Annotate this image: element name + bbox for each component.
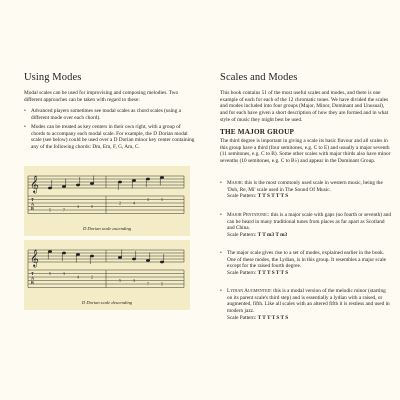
bullet-dot-icon: • xyxy=(24,124,26,130)
music-figure-descending xyxy=(24,240,190,310)
figure-caption-descending: D Dorian scale descending xyxy=(81,300,133,305)
svg-text:7: 7 xyxy=(63,207,65,213)
scale-item-lydian xyxy=(220,250,392,277)
svg-text:2: 2 xyxy=(119,200,121,206)
svg-text:5: 5 xyxy=(161,281,163,287)
svg-text:5: 5 xyxy=(161,197,163,202)
scale-pattern: T T m3 T m3 xyxy=(257,232,288,239)
treble-clef-icon: 𝄞 xyxy=(30,177,39,193)
bullet-dot-icon: • xyxy=(220,288,222,294)
bullet-dot-icon: • xyxy=(24,108,26,114)
svg-text:5: 5 xyxy=(91,204,93,209)
bullet-dot-icon: • xyxy=(220,180,222,186)
svg-text:A: A xyxy=(31,201,35,207)
scale-description: this is the most commonly used scale in western music, being the 'Doh, Re, Mi' scale used in The Sound Of Music. xyxy=(227,180,383,193)
scale-pattern: T T T T S T S xyxy=(257,314,289,321)
scale-name: Major xyxy=(227,180,242,186)
left-bullet-1-text: Advanced players sometimes see modal scales as chord scales (using a different mode over each chord). xyxy=(31,108,182,121)
scale-description: The major scale gives rise to a set of modes, explained earlier in the book. One of these modes, the Lydian, is in this group. It resembles a major scale except for the raised fourth degree. xyxy=(227,250,387,270)
scale-name: Lydian Augmented xyxy=(227,288,271,294)
scale-pattern: T T S T T T S xyxy=(257,193,289,200)
svg-text:A: A xyxy=(31,275,35,281)
svg-text:4: 4 xyxy=(133,200,135,206)
left-bullet-1 xyxy=(24,108,196,121)
treble-clef-icon: 𝄞 xyxy=(30,251,39,267)
scale-item-lydian-augmented: • Lydian Augmented: this is a modal version of the melodic minor (starting on its parent scale's third step) and is essentially a lydian with a raised, or augmented, fifth. Like all scales with an altered fifth it is restless and used in modern jazz. Scale Pattern: T T T T S T S xyxy=(220,288,390,321)
svg-text:B: B xyxy=(31,280,34,285)
svg-text:5: 5 xyxy=(119,278,121,283)
scale-description: this is a major scale with gaps (no fourth or seventh) and can be heard in many traditional tunes from places as far apart as Scotland and China. xyxy=(227,212,392,232)
scale-item-major: • Major: this is the most commonly used scale in western music, being the 'Doh, Re, Mi' scale used in The Sound Of Music. Scale Pattern: T T S T T T S xyxy=(220,180,383,200)
right-intro: The third degree is important in giving a scale its basic flavour and all scales in this group have a third (four semitones, e.g. C to E) and usually a major seventh (11 semitones, e.g. C to B). Some other scales with major thirds also have minor sevenths (10 semitones, e.g. C to B♭) and appear in the Dominant Group. xyxy=(220,138,391,165)
svg-text:7: 7 xyxy=(147,281,149,287)
bullet-dot-icon: • xyxy=(220,250,222,256)
notation-ascending xyxy=(24,166,190,224)
svg-text:3: 3 xyxy=(63,271,65,276)
left-bullet-2 xyxy=(24,124,196,151)
svg-text:3: 3 xyxy=(147,197,149,202)
svg-text:B: B xyxy=(31,206,34,211)
bullet-dot-icon: • xyxy=(220,212,222,218)
svg-text:4: 4 xyxy=(77,274,79,280)
svg-text:5: 5 xyxy=(49,271,51,276)
notation-descending xyxy=(24,240,190,298)
left-heading: Using Modes xyxy=(24,72,82,83)
left-intro: Modal scales can be used for improvising and composing melodies. Two different approaches can be taken with regard to these: xyxy=(24,90,179,103)
scale-pattern-label: Scale Pattern: xyxy=(227,232,257,239)
svg-text:3: 3 xyxy=(77,204,79,209)
scale-name: Major Pentatonic xyxy=(227,212,269,218)
major-group-subheading: THE MAJOR GROUP xyxy=(220,128,295,136)
scale-description: this is a modal version of the melodic minor (starting on its parent scale's third step) and is essentially a lydian with a raised, or augmented, fifth. Like all scales with an altered fifth it is restless and used in modern jazz. xyxy=(227,288,390,315)
left-bullet-2-text: Modes can be treated as key centers in their own right, with a group of chords to accompany each modal scale. For example, the D Dorian modal scale (see below) could be used over a D Dorian minor key center containing any of the following chords: Dm, Em, F, G, Am, C. xyxy=(31,124,195,151)
scale-pattern-label: Scale Pattern: xyxy=(227,314,257,321)
right-intro-top: This book contains 51 of the most useful scales and modes, and there is one example of each for each of the 12 chromatic tones. We have divided the scales and modes included into four groups (Major, Minor, Dominant and Unusual), and for each have given a short description of how they are formed and in what style of music they might best be used. xyxy=(220,90,389,123)
scale-pattern: T T T S T T S xyxy=(257,270,289,277)
scale-pattern-label: Scale Pattern: xyxy=(227,193,257,200)
music-figure-ascending xyxy=(24,166,190,236)
svg-text:T: T xyxy=(31,197,34,202)
figure-caption-ascending: D Dorian scale ascending xyxy=(82,226,132,231)
svg-text:T: T xyxy=(31,271,34,276)
scale-pattern-label: Scale Pattern: xyxy=(227,270,257,277)
right-heading: Scales and Modes xyxy=(220,72,298,83)
svg-text:3: 3 xyxy=(133,278,135,283)
scale-item-major-pentatonic: • Major Pentatonic: this is a major scale with gaps (no fourth or seventh) and can be heard in many traditional tunes from places as far apart as Scotland and China. Scale Pattern: T T m3 T m3 xyxy=(220,212,392,239)
svg-text:5: 5 xyxy=(49,207,51,213)
svg-text:2: 2 xyxy=(91,274,93,280)
